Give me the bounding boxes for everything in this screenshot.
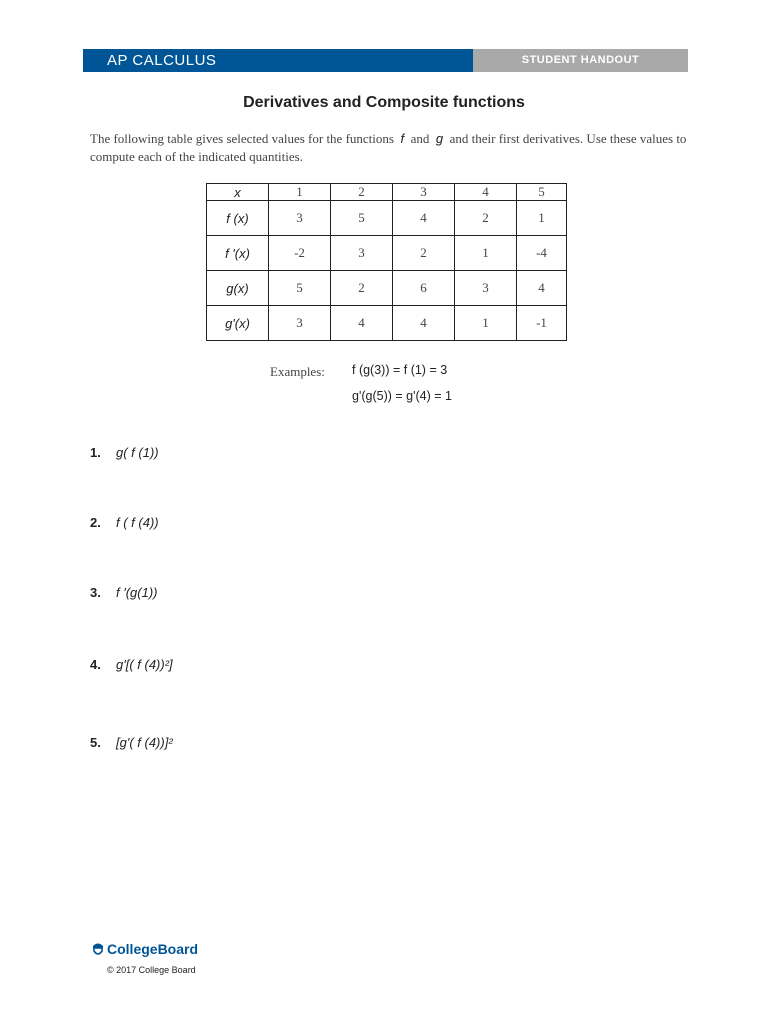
question-number: 1.: [90, 445, 101, 460]
question-expression: f '(g(1)): [116, 585, 158, 600]
table-cell: 2: [393, 236, 455, 271]
table-cell: 3: [269, 201, 331, 236]
table-cell: 4: [393, 306, 455, 341]
acorn-icon: [92, 941, 104, 957]
table-cell: 4: [331, 306, 393, 341]
table-cell: 3: [269, 306, 331, 341]
examples-label: Examples:: [270, 364, 325, 379]
table-cell: 2: [331, 271, 393, 306]
table-header-cell: 3: [393, 184, 455, 201]
table-cell: 2: [455, 201, 517, 236]
intro-paragraph: [90, 130, 690, 166]
question-1: [90, 445, 159, 460]
question-2: [90, 515, 159, 530]
question-number: 4.: [90, 657, 101, 672]
table-cell: 3: [331, 236, 393, 271]
logo-text: CollegeBoard: [107, 941, 199, 957]
question-3: [90, 585, 157, 600]
table-row: [207, 271, 567, 306]
table-header-cell: 2: [331, 184, 393, 201]
question-expression: g'[( f (4))²]: [116, 657, 173, 672]
row-label: g'(x): [207, 306, 269, 341]
header-bar: [83, 49, 688, 72]
table-header-cell: 1: [269, 184, 331, 201]
table-cell: -1: [517, 306, 567, 341]
example-2: g'(g(5)) = g'(4) = 1: [352, 389, 452, 403]
table-header-cell: x: [207, 184, 269, 201]
row-label: f '(x): [207, 236, 269, 271]
intro-text-2: and their first derivatives. Use these values to compute each of the indicated quantities.: [90, 131, 687, 164]
table-cell: 6: [393, 271, 455, 306]
table-cell: 1: [455, 236, 517, 271]
table-header-cell: 5: [517, 184, 567, 201]
handout-label: STUDENT HANDOUT: [473, 49, 688, 72]
table-cell: 5: [269, 271, 331, 306]
page-title: Derivatives and Composite functions: [243, 94, 525, 111]
question-number: 2.: [90, 515, 101, 530]
question-expression: f ( f (4)): [116, 515, 159, 530]
table-header-cell: 4: [455, 184, 517, 201]
table-cell: -4: [517, 236, 567, 271]
values-table: [206, 183, 567, 341]
intro-var-f: f: [400, 131, 405, 146]
table-cell: 4: [517, 271, 567, 306]
table-cell: 5: [331, 201, 393, 236]
question-number: 5.: [90, 735, 101, 750]
intro-and: and: [410, 131, 430, 146]
question-expression: [g'( f (4))]²: [116, 735, 173, 750]
table-cell: 1: [517, 201, 567, 236]
course-title: AP CALCULUS: [83, 49, 473, 72]
example-1: f (g(3)) = f (1) = 3: [352, 363, 448, 377]
question-expression: g( f (1)): [116, 445, 159, 460]
table-cell: 1: [455, 306, 517, 341]
table-cell: 3: [455, 271, 517, 306]
copyright: © 2017 College Board: [107, 965, 196, 975]
collegeboard-logo: [92, 939, 198, 959]
table-row: [207, 306, 567, 341]
row-label: f (x): [207, 201, 269, 236]
table-header-row: [207, 184, 567, 201]
question-4: [90, 657, 173, 672]
table-cell: 4: [393, 201, 455, 236]
table-row: [207, 201, 567, 236]
question-5: [90, 735, 173, 750]
intro-text-1: The following table gives selected values for the functions: [90, 131, 394, 146]
row-label: g(x): [207, 271, 269, 306]
table-row: [207, 236, 567, 271]
intro-var-g: g: [435, 131, 444, 146]
table-cell: -2: [269, 236, 331, 271]
question-number: 3.: [90, 585, 101, 600]
